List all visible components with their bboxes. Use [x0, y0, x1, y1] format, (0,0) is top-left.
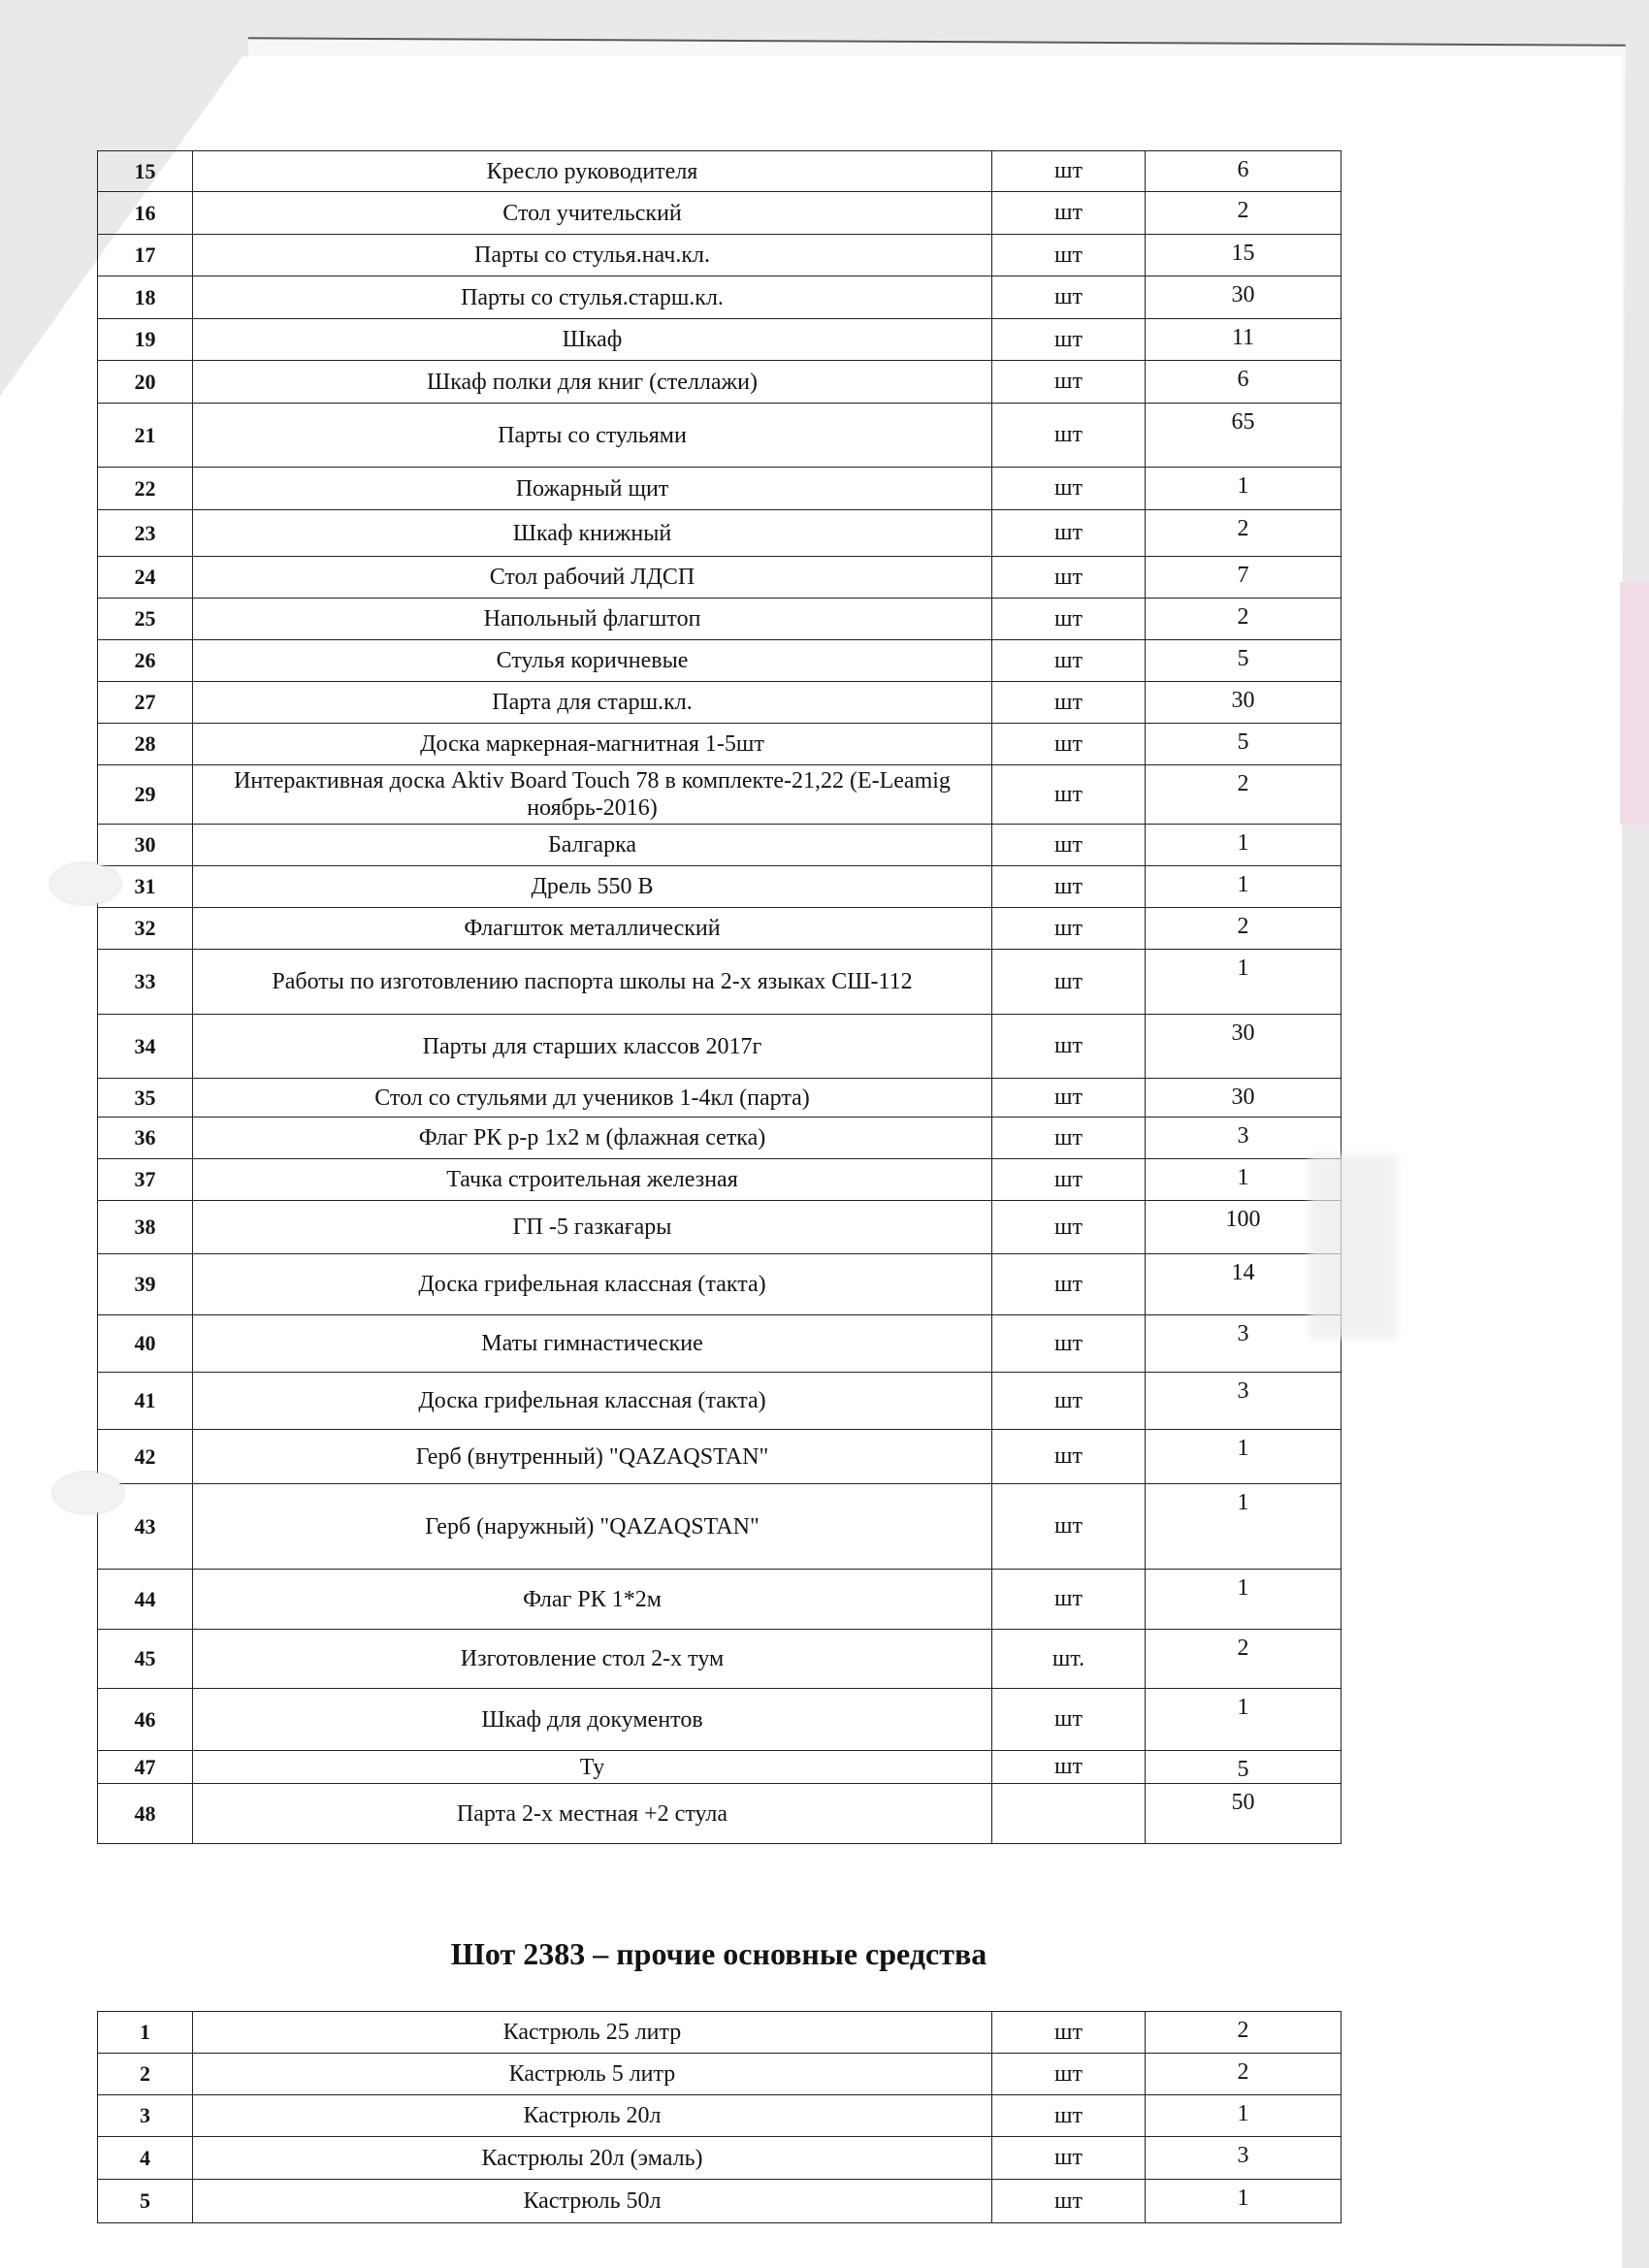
row-number: 42	[98, 1430, 193, 1484]
item-name: Герб (внутренный) "QAZAQSTAN"	[193, 1430, 992, 1484]
row-number: 41	[98, 1373, 193, 1430]
item-quantity: 1	[1146, 825, 1342, 866]
row-number: 28	[98, 724, 193, 765]
item-quantity: 2	[1146, 599, 1342, 640]
item-name: Напольный флагштоп	[193, 599, 992, 640]
item-unit: шт	[992, 724, 1146, 765]
item-unit: шт	[992, 1079, 1146, 1118]
table-row	[98, 361, 1342, 404]
table-row	[98, 2012, 1342, 2054]
item-quantity: 1	[1146, 1570, 1342, 1630]
item-quantity: 2	[1146, 2012, 1342, 2054]
item-name: Кастрюль 25 литр	[193, 2012, 992, 2054]
item-quantity: 14	[1146, 1254, 1342, 1315]
item-quantity: 3	[1146, 1315, 1342, 1373]
table-row	[98, 724, 1342, 765]
row-number: 22	[98, 468, 193, 510]
table-row	[98, 1570, 1342, 1630]
item-unit: шт	[992, 1689, 1146, 1751]
item-name: Шкаф полки для книг (стеллажи)	[193, 361, 992, 404]
table-row	[98, 908, 1342, 950]
item-name: Стол учительский	[193, 192, 992, 235]
item-unit: шт	[992, 468, 1146, 510]
item-unit: шт	[992, 825, 1146, 866]
row-number: 43	[98, 1484, 193, 1570]
item-name: Стол со стульями дл учеников 1-4кл (парта)	[193, 1079, 992, 1118]
item-unit: шт	[992, 1315, 1146, 1373]
item-unit: шт	[992, 361, 1146, 404]
item-quantity: 1	[1146, 950, 1342, 1015]
item-quantity: 5	[1146, 640, 1342, 682]
section-heading: Шот 2383 – прочие основные средства	[450, 1936, 987, 1971]
row-number: 15	[98, 151, 193, 192]
item-unit: шт	[992, 2054, 1146, 2095]
item-name: Стулья коричневые	[193, 640, 992, 682]
pink-sticky-tab	[1620, 582, 1649, 825]
item-unit: шт	[992, 950, 1146, 1015]
row-number: 32	[98, 908, 193, 950]
item-name: Парты со стулья.нач.кл.	[193, 235, 992, 276]
item-quantity: 1	[1146, 468, 1342, 510]
item-quantity: 1	[1146, 2095, 1342, 2137]
table-row	[98, 510, 1342, 557]
other-assets-table-body	[98, 2012, 1342, 2223]
table-row	[98, 276, 1342, 319]
table-row	[98, 1784, 1342, 1844]
item-quantity: 1	[1146, 866, 1342, 908]
item-quantity: 1	[1146, 1689, 1342, 1751]
item-quantity: 65	[1146, 404, 1342, 468]
table-row	[98, 682, 1342, 724]
table-row	[98, 235, 1342, 276]
row-number: 16	[98, 192, 193, 235]
table-row	[98, 599, 1342, 640]
table-row	[98, 1201, 1342, 1254]
row-number: 46	[98, 1689, 193, 1751]
row-number: 17	[98, 235, 193, 276]
item-quantity: 3	[1146, 2137, 1342, 2180]
row-number: 45	[98, 1630, 193, 1689]
row-number: 2	[98, 2054, 193, 2095]
table-row	[98, 1254, 1342, 1315]
row-number: 18	[98, 276, 193, 319]
item-name: Кастрюль 5 литр	[193, 2054, 992, 2095]
item-name: Кастрюль 50л	[193, 2180, 992, 2223]
item-unit: шт	[992, 1159, 1146, 1201]
item-unit: шт	[992, 640, 1146, 682]
item-name: Шкаф книжный	[193, 510, 992, 557]
table-row	[98, 1315, 1342, 1373]
row-number: 4	[98, 2137, 193, 2180]
item-unit: шт	[992, 2180, 1146, 2223]
item-name: Герб (наружный) "QAZAQSTAN"	[193, 1484, 992, 1570]
table-row	[98, 319, 1342, 361]
item-quantity: 3	[1146, 1118, 1342, 1159]
table-row	[98, 1079, 1342, 1118]
row-number: 38	[98, 1201, 193, 1254]
item-unit: шт	[992, 908, 1146, 950]
table-row	[98, 1630, 1342, 1689]
table-row	[98, 1484, 1342, 1570]
item-unit: шт	[992, 1118, 1146, 1159]
item-name: Пожарный щит	[193, 468, 992, 510]
item-name: Кастрюлы 20л (эмаль)	[193, 2137, 992, 2180]
item-name: ГП -5 газкағары	[193, 1201, 992, 1254]
item-name: Тачка строительная железная	[193, 1159, 992, 1201]
row-number: 1	[98, 2012, 193, 2054]
item-unit: шт	[992, 2095, 1146, 2137]
table-row	[98, 866, 1342, 908]
item-unit: шт	[992, 1201, 1146, 1254]
item-name: Маты гимнастические	[193, 1315, 992, 1373]
item-unit: шт	[992, 235, 1146, 276]
item-unit: шт	[992, 765, 1146, 825]
row-number: 30	[98, 825, 193, 866]
item-quantity: 11	[1146, 319, 1342, 361]
item-unit: шт.	[992, 1630, 1146, 1689]
item-quantity: 1	[1146, 1484, 1342, 1570]
item-name: Шкаф для документов	[193, 1689, 992, 1751]
row-number: 37	[98, 1159, 193, 1201]
item-quantity: 30	[1146, 1079, 1342, 1118]
item-name: Флаг РК 1*2м	[193, 1570, 992, 1630]
row-number: 47	[98, 1751, 193, 1784]
item-quantity: 3	[1146, 1373, 1342, 1430]
table-row	[98, 1751, 1342, 1784]
item-quantity: 6	[1146, 361, 1342, 404]
item-unit: шт	[992, 1373, 1146, 1430]
item-quantity: 5	[1146, 724, 1342, 765]
row-number: 24	[98, 557, 193, 599]
table-row	[98, 557, 1342, 599]
row-number: 3	[98, 2095, 193, 2137]
binder-hole-mark	[50, 863, 120, 904]
item-quantity: 30	[1146, 682, 1342, 724]
item-quantity: 5	[1146, 1751, 1342, 1784]
item-name: Парта для старш.кл.	[193, 682, 992, 724]
row-number: 35	[98, 1079, 193, 1118]
inventory-table-body	[98, 151, 1342, 1844]
row-number: 19	[98, 319, 193, 361]
item-name: Шкаф	[193, 319, 992, 361]
row-number: 44	[98, 1570, 193, 1630]
item-name: Кастрюль 20л	[193, 2095, 992, 2137]
item-quantity: 2	[1146, 908, 1342, 950]
item-quantity: 50	[1146, 1784, 1342, 1844]
item-name: Ту	[193, 1751, 992, 1784]
table-row	[98, 2180, 1342, 2223]
table-row	[98, 1159, 1342, 1201]
table-row	[98, 1689, 1342, 1751]
inventory-table	[97, 150, 1342, 1844]
item-name: Парты со стулья.старш.кл.	[193, 276, 992, 319]
item-unit: шт	[992, 599, 1146, 640]
row-number: 27	[98, 682, 193, 724]
table-row	[98, 468, 1342, 510]
item-quantity: 1	[1146, 1159, 1342, 1201]
item-name: Парты для старших классов 2017г	[193, 1015, 992, 1079]
item-unit: шт	[992, 192, 1146, 235]
item-quantity: 2	[1146, 510, 1342, 557]
item-name: Доска грифельная классная (такта)	[193, 1254, 992, 1315]
item-unit: шт	[992, 319, 1146, 361]
item-unit: шт	[992, 1015, 1146, 1079]
binder-hole-mark	[53, 1473, 123, 1513]
table-row	[98, 640, 1342, 682]
item-quantity: 100	[1146, 1201, 1342, 1254]
item-name: Интерактивная доска Aktiv Board Touch 78 в комплекте-21,22 (E-Leamig ноябрь-2016)	[193, 765, 992, 825]
row-number: 40	[98, 1315, 193, 1373]
row-number: 29	[98, 765, 193, 825]
row-number: 33	[98, 950, 193, 1015]
table-row	[98, 404, 1342, 468]
other-assets-table	[97, 2011, 1342, 2223]
row-number: 39	[98, 1254, 193, 1315]
row-number: 20	[98, 361, 193, 404]
item-quantity: 2	[1146, 2054, 1342, 2095]
table-row	[98, 151, 1342, 192]
table-row	[98, 192, 1342, 235]
item-unit: шт	[992, 151, 1146, 192]
item-name: Стол рабочий ЛДСП	[193, 557, 992, 599]
item-quantity: 2	[1146, 1630, 1342, 1689]
item-quantity: 2	[1146, 192, 1342, 235]
item-unit	[992, 1784, 1146, 1844]
row-number: 5	[98, 2180, 193, 2223]
row-number: 23	[98, 510, 193, 557]
table-row	[98, 2137, 1342, 2180]
scan-smudge	[1310, 1154, 1397, 1339]
item-unit: шт	[992, 2137, 1146, 2180]
item-name: Парта 2-х местная +2 стула	[193, 1784, 992, 1844]
table-row	[98, 765, 1342, 825]
item-name: Доска грифельная классная (такта)	[193, 1373, 992, 1430]
item-unit: шт	[992, 1430, 1146, 1484]
item-unit: шт	[992, 404, 1146, 468]
item-name: Доска маркерная-магнитная 1-5шт	[193, 724, 992, 765]
item-unit: шт	[992, 1484, 1146, 1570]
item-name: Кресло руководителя	[193, 151, 992, 192]
row-number: 48	[98, 1784, 193, 1844]
item-unit: шт	[992, 1570, 1146, 1630]
table-row	[98, 825, 1342, 866]
row-number: 21	[98, 404, 193, 468]
item-quantity: 30	[1146, 276, 1342, 319]
item-unit: шт	[992, 557, 1146, 599]
item-unit: шт	[992, 2012, 1146, 2054]
row-number: 26	[98, 640, 193, 682]
item-name: Изготовление стол 2-х тум	[193, 1630, 992, 1689]
item-quantity: 1	[1146, 1430, 1342, 1484]
item-name: Балгарка	[193, 825, 992, 866]
item-unit: шт	[992, 510, 1146, 557]
item-quantity: 2	[1146, 765, 1342, 825]
item-name: Флагшток металлический	[193, 908, 992, 950]
table-row	[98, 950, 1342, 1015]
item-quantity: 15	[1146, 235, 1342, 276]
table-row	[98, 2095, 1342, 2137]
item-name: Парты со стульями	[193, 404, 992, 468]
item-unit: шт	[992, 276, 1146, 319]
row-number: 25	[98, 599, 193, 640]
table-row	[98, 1373, 1342, 1430]
table-row	[98, 1118, 1342, 1159]
item-quantity: 7	[1146, 557, 1342, 599]
item-unit: шт	[992, 866, 1146, 908]
row-number: 36	[98, 1118, 193, 1159]
item-quantity: 6	[1146, 151, 1342, 192]
item-unit: шт	[992, 1254, 1146, 1315]
item-name: Флаг РК р-р 1х2 м (флажная сетка)	[193, 1118, 992, 1159]
table-row	[98, 1430, 1342, 1484]
table-row	[98, 2054, 1342, 2095]
item-name: Работы по изготовлению паспорта школы на 2-х языках СШ-112	[193, 950, 992, 1015]
table-row	[98, 1015, 1342, 1079]
item-name: Дрель 550 В	[193, 866, 992, 908]
item-quantity: 30	[1146, 1015, 1342, 1079]
item-unit: шт	[992, 1751, 1146, 1784]
item-unit: шт	[992, 682, 1146, 724]
row-number: 31	[98, 866, 193, 908]
row-number: 34	[98, 1015, 193, 1079]
item-quantity: 1	[1146, 2180, 1342, 2223]
